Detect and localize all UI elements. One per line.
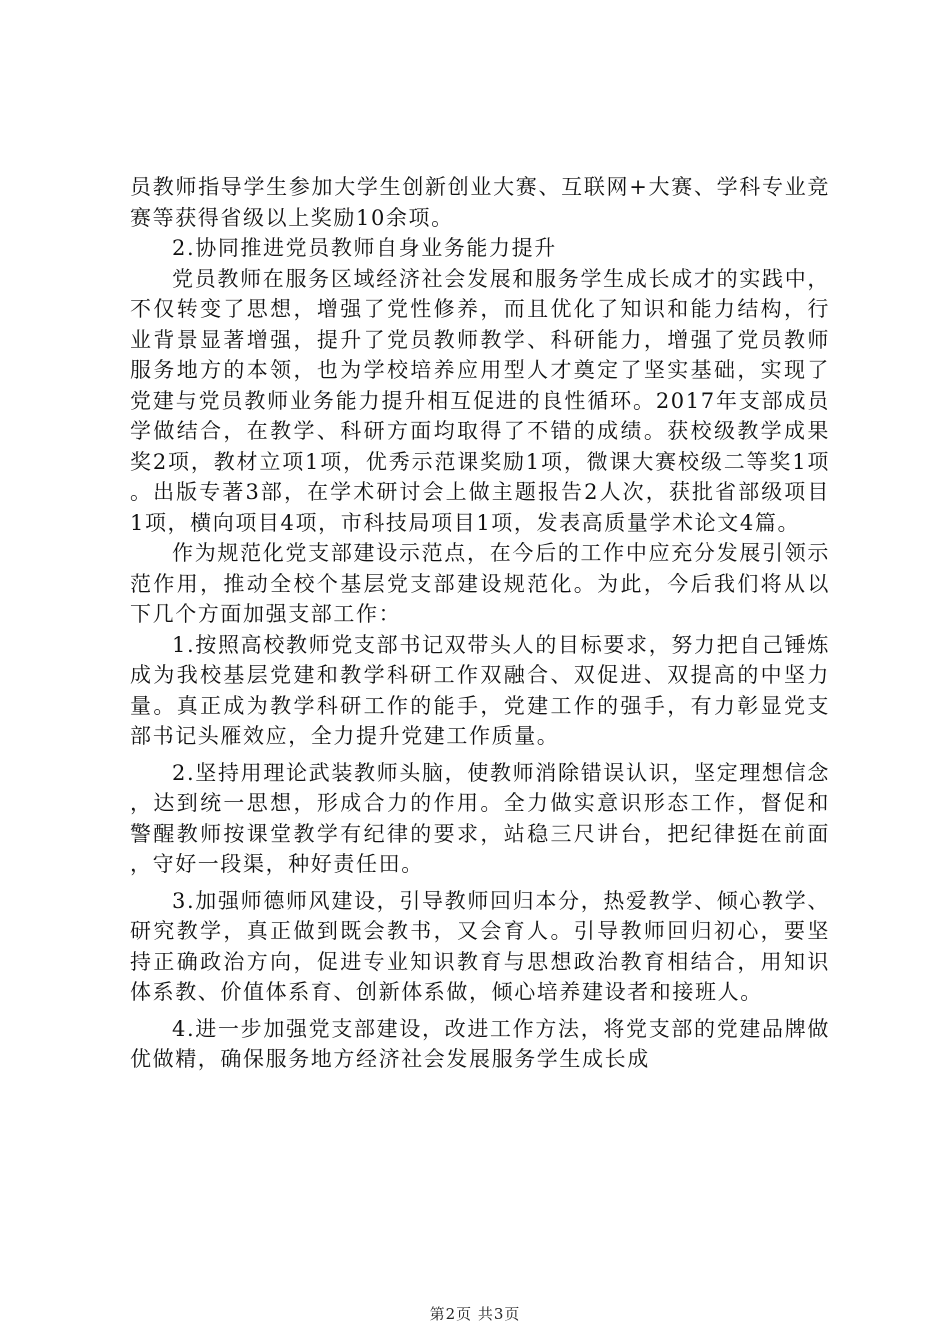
paragraph-intro-plan: 作为规范化党支部建设示范点，在今后的工作中应充分发展引领示范作用，推动全校个基层党支部建设规范化。为此，今后我们将从以下几个方面加强支部工作： [130,541,830,626]
section-heading: 2.协同推进党员教师自身业务能力提升 [172,236,557,260]
page-number-footer: 第2页 共3页 [429,1305,521,1323]
document-body [130,172,830,1075]
paragraph-achievements: 党员教师在服务区域经济社会发展和服务学生成长成才的实践中，不仅转变了思想，增强了党性修养，而且优化了知识和能力结构，行业背景显著增强，提升了党员教师教学、科研能力，增强了党员教师服务地方的本领，也为学校培养应用型人才奠定了坚实基础，实现了党建与党员教师业务能力提升相互促进的良性循环。2017年支部成员学做结合，在教学、科研方面均取得了不错的成绩。获校级教学成果奖2项，教材立项1项，优秀示范课奖励1项，微课大赛校级二等奖1项。出版专著3部，在学术研讨会上做主题报告2人次，获批省部级项目1项，横向项目4项，市科技局项目1项，发表高质量学术论文4篇。 [130,266,830,535]
list-item-2: 2.坚持用理论武装教师头脑，使教师消除错误认识，坚定理想信念，达到统一思想，形成合力的作用。全力做实意识形态工作，督促和警醒教师按课堂教学有纪律的要求，站稳三尺讲台，把纪律挺在前面，守好一段渠，种好责任田。 [130,760,830,876]
paragraph-continuation: 员教师指导学生参加大学生创新创业大赛、互联网+大赛、学科专业竞赛等获得省级以上奖励10余项。 [130,175,830,230]
list-item-4: 4.进一步加强党支部建设，改进工作方法，将党支部的党建品牌做优做精，确保服务地方经济社会发展服务学生成长成 [130,1016,830,1071]
list-item-1: 1.按照高校教师党支部书记双带头人的目标要求，努力把自己锤炼成为我校基层党建和教学科研工作双融合、双促进、双提高的中坚力量。真正成为教学科研工作的能手，党建工作的强手，有力彰显党支部书记头雁效应，全力提升党建工作质量。 [130,632,830,748]
list-item-3: 3.加强师德师风建设，引导教师回归本分，热爱教学、倾心教学、研究教学，真正做到既会教书，又会育人。引导教师回归初心，要坚持正确政治方向，促进专业知识教育与思想政治教育相结合，用知识体系教、价值体系育、创新体系做，倾心培养建设者和接班人。 [130,888,830,1004]
